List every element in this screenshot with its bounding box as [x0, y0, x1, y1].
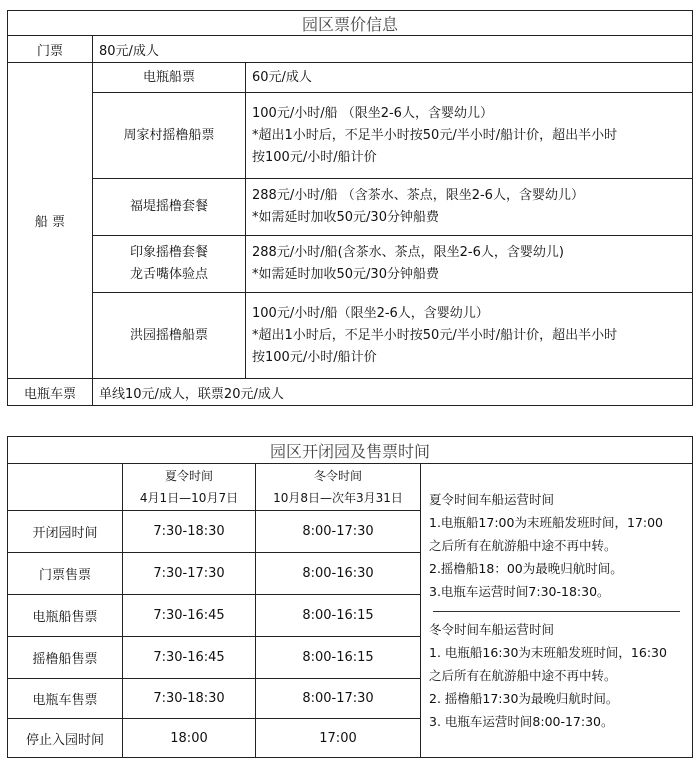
boat-name: 洪园摇橹船票	[93, 293, 246, 379]
winter-header: 冬令时间 10月8日—次年3月31日	[256, 464, 421, 511]
boat-name: 印象摇橹套餐 龙舌嘴体验点	[93, 236, 246, 293]
gate-ticket-price: 80元/成人	[93, 36, 693, 63]
table-row: 电瓶船售票 7:30-16:45 8:00-16:15	[8, 595, 693, 637]
gate-ticket-label: 门票	[8, 36, 93, 63]
boat-price: 60元/成人	[246, 63, 693, 93]
operation-notes: 夏令时间车船运营时间 1.电瓶船17:00为末班船发班时间，17:00 之后所有在航游船中途不再中转。 2.摇橹船18：00为最晚归航时间。 3.电瓶车运营时间7:30-18:30。 冬令时间车船运营时间 1. 电瓶船16:30为末班船发班时间，16:30 之后所有在航游船中途不再中转。 2. 摇橹船17:30为最晚归航时间。 3. 电瓶车运营时间8:00-17:30。	[421, 464, 693, 758]
boat-price: 100元/小时/船（限坐2-6人，含婴幼儿） *超出1小时后，不足半小时按50元/半小时/船计价，超出半小时 按100元/小时/船计价	[246, 293, 693, 379]
ticket-price-table	[7, 10, 693, 406]
cart-ticket-price: 单线10元/成人，联票20元/成人	[93, 379, 693, 406]
table-row: 停止入园时间 18:00 17:00	[8, 719, 693, 758]
table-row: 开闭园时间 7:30-18:30 8:00-17:30	[8, 511, 693, 553]
price-table-title: 园区票价信息	[8, 11, 693, 36]
table-row: 电瓶车售票 7:30-18:30 8:00-17:30	[8, 679, 693, 719]
corner-cell	[8, 464, 123, 511]
boat-name: 电瓶船票	[93, 63, 246, 93]
boat-price: 288元/小时/船(含茶水、茶点，限坐2-6人，含婴幼儿) *如需延时加收50元/30分钟船费	[246, 236, 693, 293]
boat-name: 福堤摇橹套餐	[93, 179, 246, 236]
boat-price: 288元/小时/船 （含茶水、茶点，限坐2-6人，含婴幼儿） *如需延时加收50元/30分钟船费	[246, 179, 693, 236]
boat-name: 周家村摇橹船票	[93, 93, 246, 179]
table-row: 门票售票 7:30-17:30 8:00-16:30	[8, 553, 693, 595]
summer-header: 夏令时间 4月1日—10月7日	[123, 464, 256, 511]
table-row: 摇橹船售票 7:30-16:45 8:00-16:15	[8, 637, 693, 679]
cart-ticket-label: 电瓶车票	[8, 379, 93, 406]
hours-table-title: 园区开闭园及售票时间	[8, 437, 693, 464]
divider	[433, 611, 680, 612]
boat-price: 100元/小时/船 （限坐2-6人，含婴幼儿） *超出1小时后，不足半小时按50元/半小时/船计价，超出半小时 按100元/小时/船计价	[246, 93, 693, 179]
boat-ticket-label: 船 票	[8, 63, 93, 379]
opening-hours-table	[7, 436, 693, 758]
